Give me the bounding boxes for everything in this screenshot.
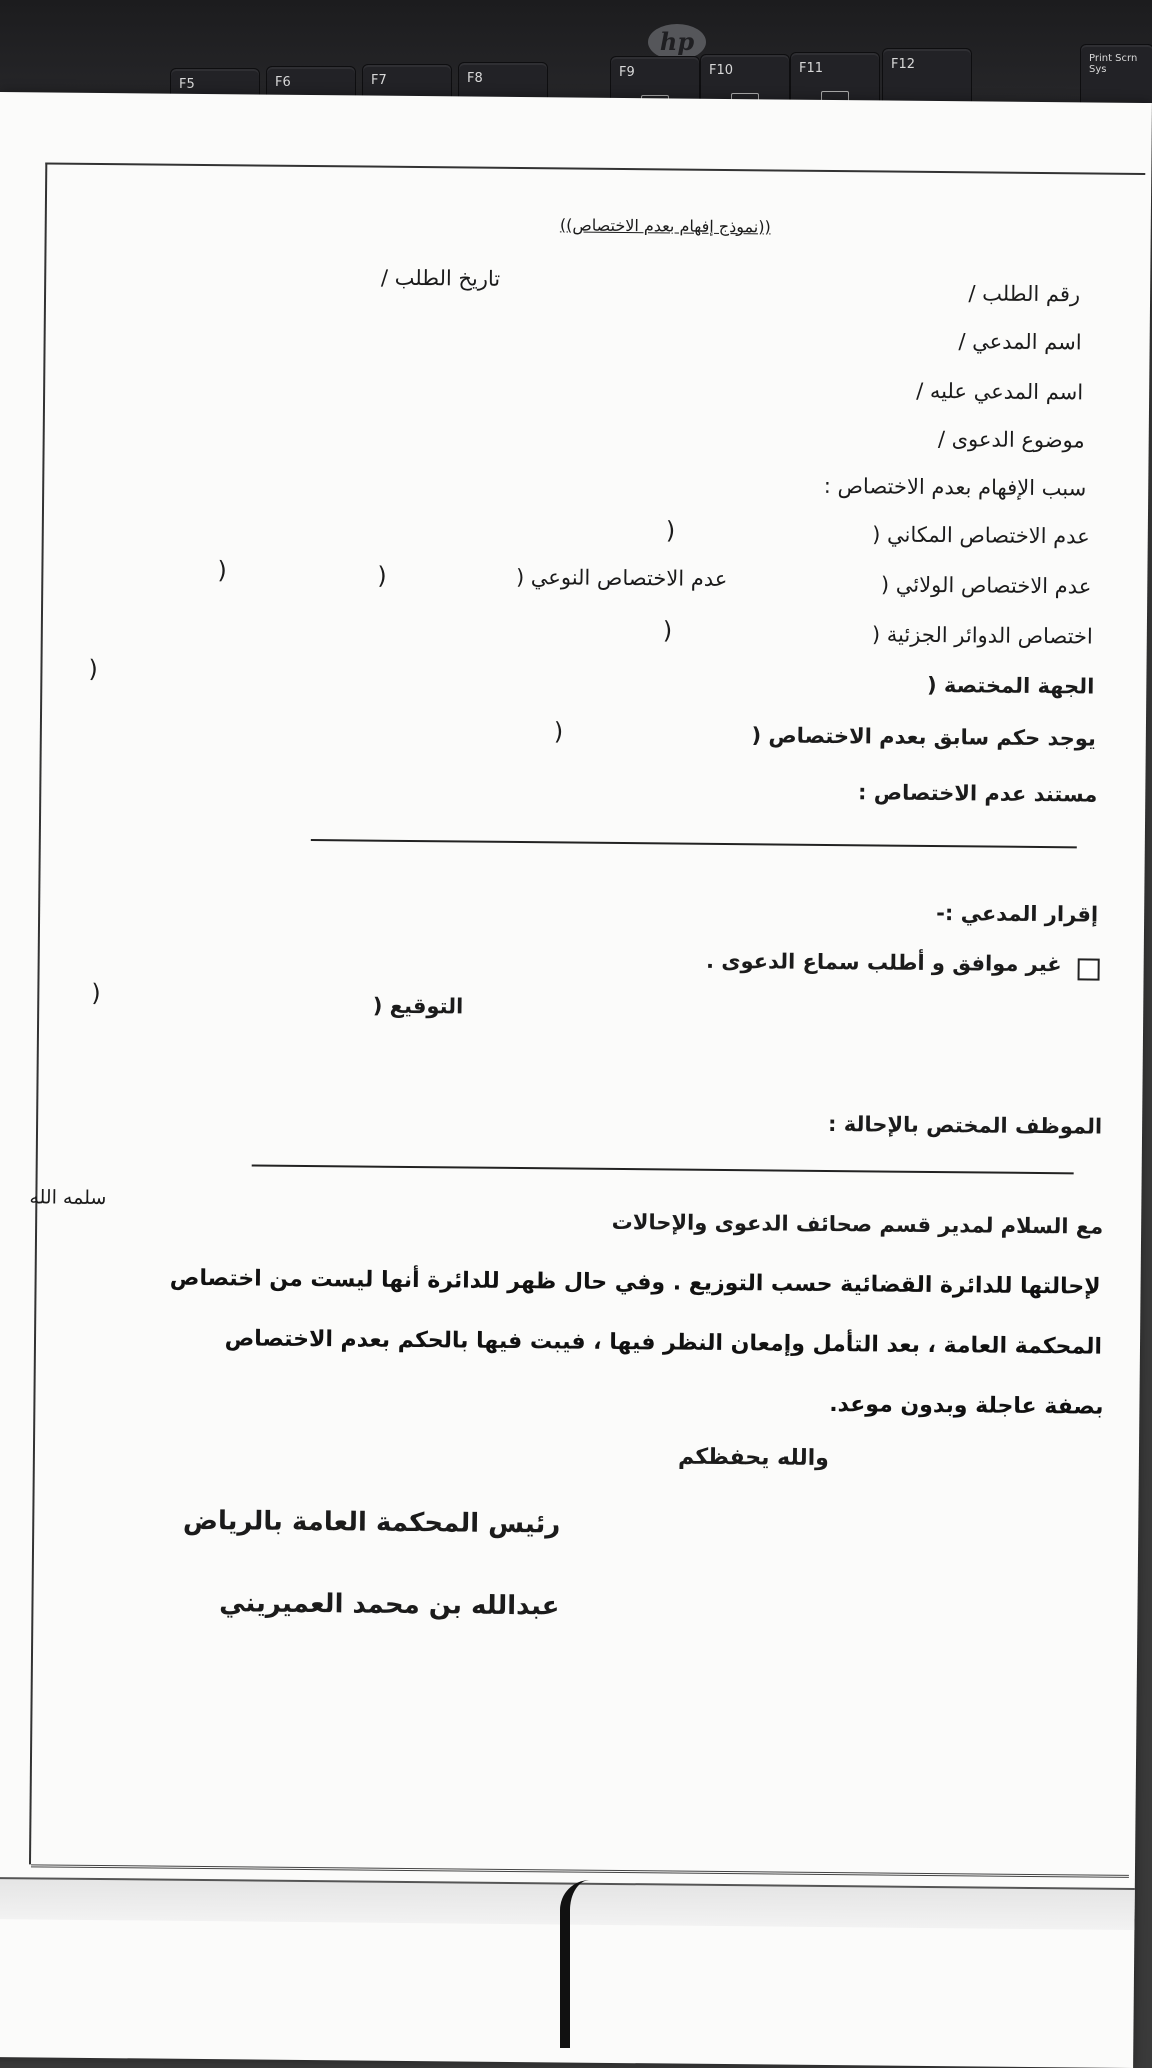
signature-label: التوقيع ( [372, 993, 464, 1019]
referral-officer-label: الموظف المختص بالإحالة : [828, 1111, 1103, 1139]
key-f11: F11 [790, 52, 880, 120]
basis-label: مستند عدم الاختصاص : [857, 780, 1098, 807]
body-line-2: المحكمة العامة ، بعد التأمل وإمعان النظر فيها ، فيبت فيها بالحكم بعدم الاختصاص [224, 1326, 1103, 1360]
request-date-label: تاريخ الطلب / [380, 265, 501, 291]
signature-close-paren: ) [91, 978, 101, 1008]
key-print-screen: Print Scrn Sys [1080, 44, 1152, 112]
reason-heading: سبب الإفهام بعدم الاختصاص : [823, 473, 1087, 501]
closing-line: والله يحفظكم [677, 1444, 830, 1472]
partial-circuits-label: اختصاص الدوائر الجزئية ( [871, 622, 1093, 649]
key-f9: F9 [610, 56, 700, 124]
case-subject-label: موضوع الدعوى / [937, 427, 1085, 453]
acknowledgment-heading: إقرار المدعي :- [936, 901, 1099, 927]
key-f8: F8 [458, 62, 548, 130]
plaintiff-name-label: اسم المدعي / [958, 329, 1082, 355]
qualitative-jurisdiction-label: عدم الاختصاص النوعي ( [515, 564, 728, 592]
key-f6: F6 [266, 66, 356, 134]
greeting-line: مع السلام لمدير قسم صحائف الدعوى والإحالات [611, 1209, 1104, 1239]
request-number-label: رقم الطلب / [968, 281, 1081, 307]
spatial-jurisdiction-label: عدم الاختصاص المكاني ( [872, 522, 1090, 549]
signer-name: عبدالله بن محمد العميريني [219, 1588, 560, 1622]
paper-form [0, 92, 1152, 2068]
body-line-1: لإحالتها للدائرة القضائية حسب التوزيع . وفي حال ظهر للدائرة أنها ليست من اختصاص [169, 1265, 1101, 1300]
not-agree-option: غير موافق و أطلب سماع الدعوى . [705, 948, 1062, 977]
form-border [29, 162, 1145, 1874]
jurisdictional-label: عدم الاختصاص الولائي ( [880, 572, 1092, 599]
key-f7: F7 [362, 64, 452, 132]
prior-ruling-close-paren: ) [553, 717, 564, 746]
partial-circuits-close-paren: ) [662, 616, 673, 645]
cable [560, 1880, 610, 2048]
body-line-3: بصفة عاجلة وبدون موعد. [829, 1392, 1104, 1420]
signer-title: رئيس المحكمة العامة بالرياض [182, 1505, 561, 1540]
key-f10: F10 [700, 54, 790, 122]
jurisdictional-close-paren: ) [377, 561, 387, 590]
key-f5: F5 [170, 68, 260, 136]
key-f12: F12 [882, 48, 972, 116]
not-agree-checkbox[interactable] [1078, 958, 1100, 980]
prior-ruling-label: يوجد حكم سابق بعدم الاختصاص ( [751, 723, 1096, 751]
form-title: ((نموذج إفهام بعدم الاختصاص)) [559, 215, 771, 237]
salutation: سلمه الله [29, 1186, 107, 1210]
competent-body-close-paren: ) [88, 654, 98, 683]
qualitative-close-paren: ) [217, 556, 227, 585]
form-bottom-border [31, 1864, 1129, 1878]
hp-logo: hp [648, 24, 706, 60]
spatial-close-paren: ) [665, 516, 676, 545]
competent-body-label: الجهة المختصة ( [926, 672, 1095, 699]
defendant-name-label: اسم المدعي عليه / [916, 378, 1084, 405]
